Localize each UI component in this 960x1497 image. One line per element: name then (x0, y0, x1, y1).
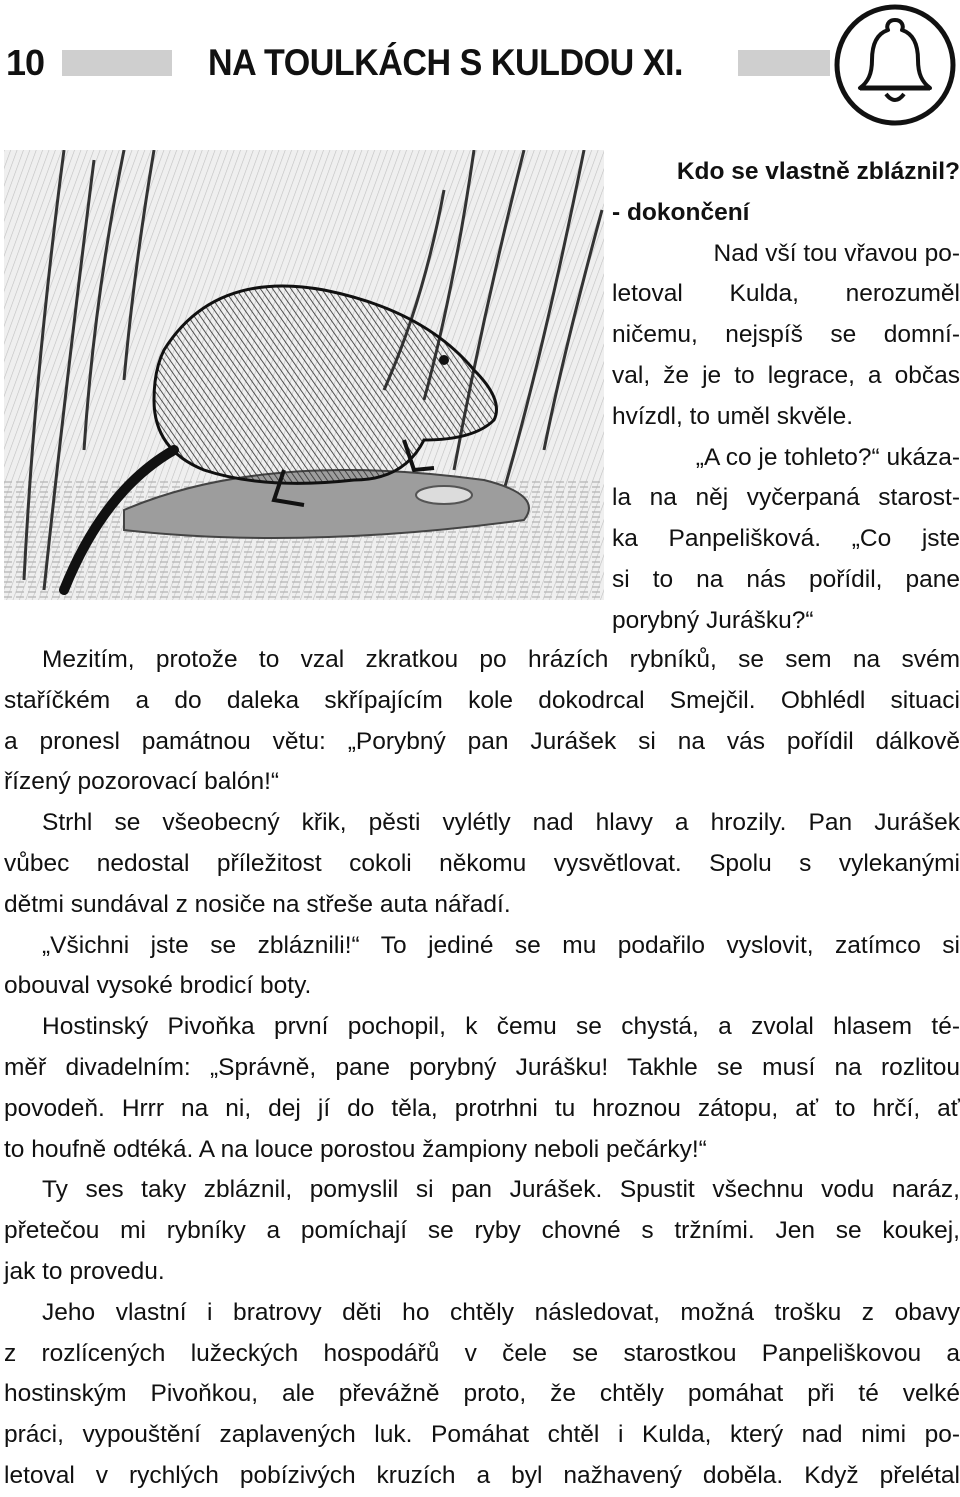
header-bar-left (62, 50, 172, 76)
body-line: obouval vysoké brodicí boty. (4, 972, 312, 1000)
body-line: řízený pozorovací balón!“ (4, 768, 280, 796)
body-line: dětmi sundával z nosiče na střeše auta nářadí. (4, 890, 511, 918)
header-bar-right (738, 50, 830, 76)
body-line: to houfně odtéká. A na louce porostou žampiony neboli pečárky!“ (4, 1135, 707, 1163)
body-line: jak to provedu. (4, 1257, 165, 1285)
bell-icon (832, 2, 958, 128)
body-line: letoval v rychlých pobízivých kruzích a byl nažhavený doběla. Když přelétal (4, 1461, 960, 1489)
side-line: ka Panpelišková. „Co jste (612, 525, 960, 553)
body-line: „Všichni jste se zbláznili!“ To jediné se mu podařilo vyslovit, zatímco si (42, 931, 960, 959)
body-line: Hostinský Pivoňka první pochopil, k čemu se chystá, a zvolal hlasem té- (42, 1013, 960, 1041)
muskrat-illustration (4, 150, 604, 600)
side-line: Nad vší tou vřavou po- (713, 239, 960, 267)
body-line: z rozlícených lužeckých hospodářů v čele se starostkou Panpeliškovou a (4, 1339, 960, 1367)
article-side-column (612, 152, 960, 642)
side-line: si to na nás pořídil, pane (612, 565, 960, 593)
body-line: Jeho vlastní i bratrovy děti ho chtěly následovat, možná trošku z obavy (42, 1298, 960, 1326)
side-line: hvízdl, to uměl skvěle. (612, 402, 854, 430)
body-line: Mezitím, protože to vzal zkratkou po hrázích rybníků, se sem na svém (42, 646, 960, 673)
body-line: staříčkém a do daleka skřípajícím kole dokodrcal Smejčil. Obhlédl situaci (4, 686, 960, 714)
body-line: vůbec nedostal příležitost cokoli někomu vysvětlovat. Spolu s vylekanými (4, 849, 960, 877)
side-line: letoval Kulda, nerozuměl (612, 280, 960, 308)
side-line: la na něj vyčerpaná starost- (612, 484, 960, 512)
body-line: hostinským Pivoňkou, ale převážně proto, že chtěly pomáhat při té velké (4, 1380, 960, 1408)
body-line: povodeň. Hrrr na ni, dej jí do těla, protrhni tu hroznou zátopu, ať to hrčí, ať (4, 1094, 960, 1122)
article-body (4, 640, 960, 1497)
side-line: ničemu, nejspíš se domní- (612, 321, 960, 349)
article-title: Kdo se vlastně zbláznil? (676, 158, 960, 185)
body-line: a pronesl památnou větu: „Porybný pan Jurášek si na vás pořídil dálkově (4, 727, 960, 755)
body-line: Ty ses taky zbláznil, pomyslil si pan Jurášek. Spustit všechnu vodu naráz, (42, 1176, 960, 1204)
body-line: Strhl se všeobecný křik, pěsti vylétly nad hlavy a hrozily. Pan Jurášek (42, 809, 960, 837)
side-line: „A co je tohleto?“ ukáza- (695, 443, 960, 471)
side-line: val, že je to legrace, a občas (612, 361, 960, 389)
body-line: práci, vypouštění zaplavených luk. Pomáhat chtěl i Kulda, který nad nimi po- (4, 1421, 960, 1449)
page-header (0, 0, 960, 130)
side-line: porybný Jurášku?“ (612, 606, 814, 634)
body-line: přetečou mi rybníky a pomíchají se ryby chovné s tržními. Jen se koukej, (4, 1217, 960, 1245)
running-title: NA TOULKÁCH S KULDOU XI. (208, 42, 683, 83)
page-number: 10 (6, 42, 45, 83)
article-subtitle: - dokončení (612, 198, 750, 226)
body-line: měř divadelním: „Správně, pane porybný Jurášku! Takhle se musí na rozlitou (4, 1053, 960, 1081)
